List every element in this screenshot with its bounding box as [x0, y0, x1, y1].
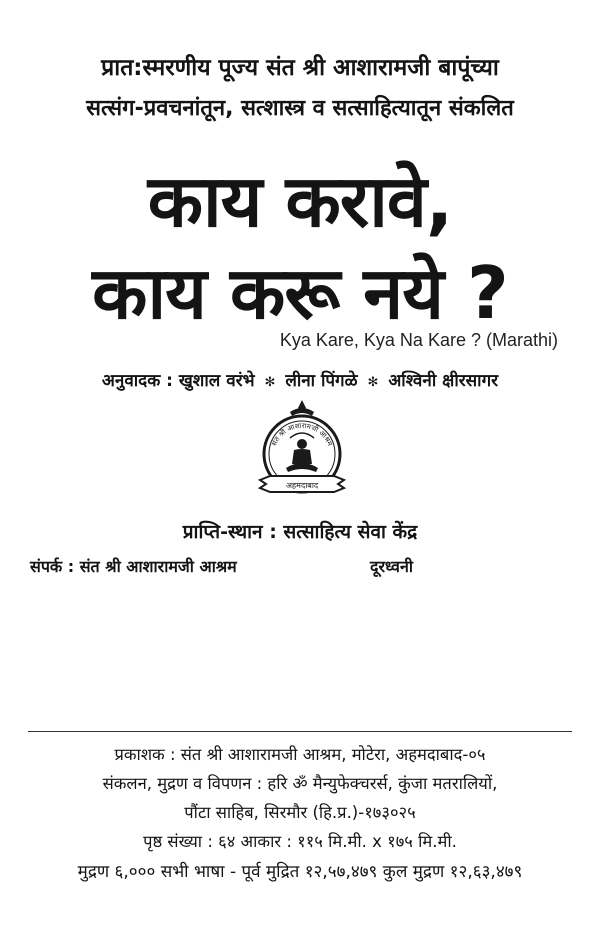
contact-line	[30, 555, 570, 577]
print-run-line: मुद्रण ६,००० सभी भाषा - पूर्व मुद्रित १२,५७,४७९ कुल मुद्रण १२,६३,४७९	[77, 862, 523, 882]
translators-line	[0, 368, 600, 391]
emblem-arc-text: संत श्री आशारामजी आश्रम	[270, 421, 334, 448]
separator-star-icon: ✻	[367, 375, 379, 390]
address-line: पौंटा साहिब, सिरमौर (हि.प्र.)-१७३०२५	[184, 803, 416, 822]
subtitle-line-1: प्रात:स्मरणीय पूज्य संत श्री आशारामजी बापूंच्या	[101, 55, 499, 81]
translator-name: खुशाल वरंभे	[178, 371, 255, 391]
contact-label: संपर्क : संत श्री आशारामजी आश्रम	[30, 557, 237, 576]
translator-name: लीना पिंगळे	[285, 371, 358, 391]
book-title-line-2: काय करू नये ?	[92, 251, 508, 335]
phone-label: दूरध्वनी	[370, 557, 413, 576]
translators-label: अनुवादक :	[101, 371, 173, 391]
separator-star-icon: ✻	[264, 375, 276, 390]
book-title-line-1: काय करावे,	[147, 159, 453, 243]
emblem-banner-text: अहमदाबाद	[285, 481, 319, 490]
publisher-line: प्रकाशक : संत श्री आशारामजी आश्रम, मोटेरा, अहमदाबाद-०५	[114, 745, 486, 764]
subtitle-line-2: सत्संग-प्रवचनांतून, सत्शास्त्र व सत्साहित्यातून संकलित	[86, 96, 514, 121]
divider	[28, 731, 572, 732]
printing-line: संकलन, मुद्रण व विपणन : हरि ॐ मैन्युफेक्चरर्स, कुंजा मतरालियों,	[102, 774, 498, 793]
ashram-emblem-logo	[250, 398, 354, 506]
english-title: Kya Kare, Kya Na Kare ? (Marathi)	[279, 330, 558, 350]
pages-size-line: पृष्ठ संख्या : ६४ आकार : ११५ मि.मी. x १७५ मि.मी.	[143, 832, 457, 851]
availability-line: प्राप्ति-स्थान : सत्साहित्य सेवा केंद्र	[182, 521, 418, 543]
translator-name: अश्विनी क्षीरसागर	[388, 371, 499, 391]
